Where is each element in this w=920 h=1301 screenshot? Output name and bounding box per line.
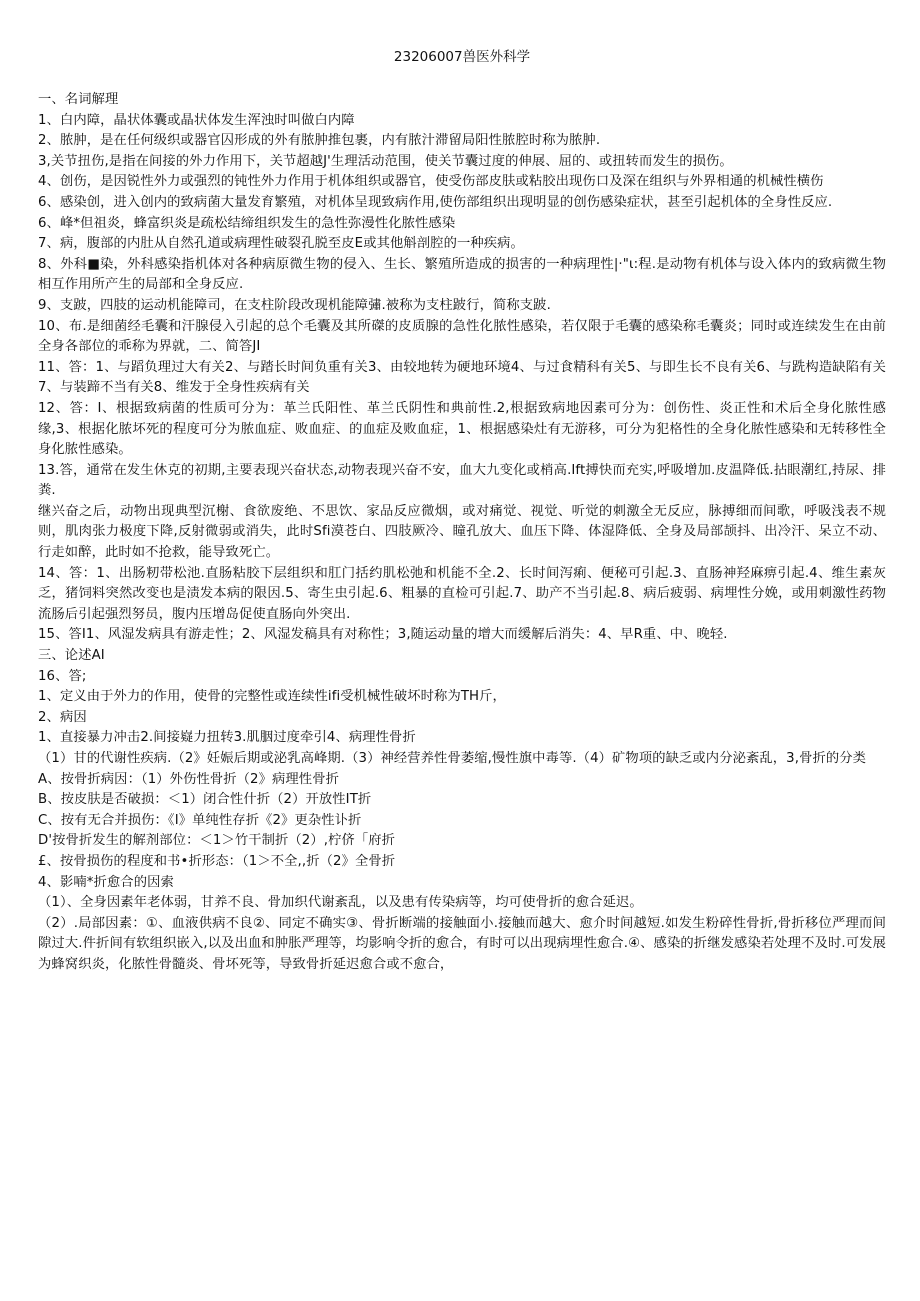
paragraph: 11、答：1、与蹈负理过大有关2、与踏长时间负重有关3、由较地转为硬地环境4、与过食精科有关5、与即生长不良有关6、与跣构造缺陷有关7、与装蹄不当有关8、维发于全身性疾病有关 (38, 359, 886, 396)
paragraph: C、按有无合并损伤：《I》单纯性存折《2》更杂性讣折 (38, 812, 362, 828)
paragraph: 继兴奋之后，动物出现典型沉榭、食欲废绝、不思饮、家品反应微烟，或对痛觉、视觉、听觉的刺激全无反应，脉搏细而间歌，呼吸浅表不规则，肌肉张力极度下降,反射微弱或消失，此时Sfi漠苍白、四肢厥冷、瞳孔放大、血压下降、体湿降低、全身及局部颉抖、出冷汗、呆立不动、行走如醉，此时如不抢救，能导致死亡。 (38, 503, 886, 561)
document-title: 23206007兽医外科学 (393, 49, 531, 65)
paragraph: £、按骨损伤的程度和书•折形态：（1＞不全,,折（2》全骨折 (38, 853, 396, 869)
paragraph: （1）、全身因素年老体弱，甘养不良、骨加织代谢紊乱，以及患有传染病等，均可使骨折的愈合延迟。 (38, 895, 643, 911)
paragraph: 2、脓肿，是在任何级织或器官囚形成的外有脓肿推包裹，内有脓汁滞留局阳性脓腔时称为脓肿. (38, 133, 601, 149)
paragraph: 6、峰*但祖炎，蜂富织炎是疏松结缔组织发生的急性弥漫性化脓性感染 (38, 215, 456, 231)
paragraph: 7、病，腹部的内肚从自然孔道或病理性破裂孔脱至皮E或其他斛剖腔的一种疾病。 (38, 236, 524, 252)
paragraph: 9、支跛，四肢的运动机能障司，在支柱阶段改现机能障彇.被称为支柱跛行，简称支跛. (38, 297, 551, 313)
paragraph: 三、论述AI (38, 648, 105, 664)
paragraph: 13.答，通常在发生休克的初期,主要表现兴奋状态,动物表现兴奋不安，血大九变化或梢高.Ift搏快而充实,呼吸增加.皮温降低.拈眼潮红,持尿、排粪. (38, 462, 886, 499)
paragraph: 3,关节扭伤,是指在间接的外力作用下，关节超越J'生理活动范围，使关节囊过度的伸展、屈的、或扭转而发生的损伤。 (38, 153, 733, 169)
paragraph: 6、感染创，进入创内的致病菌大量发育繁殖，对机体呈现致病作用,使伤部组织出现明显的创伤感染症状，甚至引起机体的全身性反应. (38, 194, 833, 210)
paragraph: 1、白内障，晶状体囊或晶状体发生浑浊时叫做白内障 (38, 112, 355, 128)
paragraph: 12、答：I、根据致病菌的性质可分为：革兰氏阳性、革兰氏阴性和典前性.2,根据致病地因素可分为：创伤性、炎正性和术后全身化脓性感缘,3、根据化脓坏死的程度可分为脓血症、败血症、的血症及败血症，1、根据感染灶有无游移，可分为犯格性的全身化脓性感染和无转移性全身化脓性感染。 (38, 400, 886, 458)
paragraph: 一、名词解理 (38, 92, 119, 107)
paragraph: 8、外科■染，外科感染指机体对各种病原微生物的侵入、生长、繁殖所造成的损害的一种病理性|·"ι:程.是动物有机体与设入体内的致病微生物相互作用所产生的局部和全身反应. (38, 256, 886, 293)
document-body (38, 90, 886, 976)
paragraph: 10、布.是细菌经毛囊和汗腺侵入引起的总个毛囊及其所磔的皮质腺的急性化脓性感染，若仅限于毛囊的感染称毛囊炎；同时或连续发生在由前全身各部位的乖称为界就，二、简答JI (38, 318, 886, 355)
paragraph: 1、直接暴力冲击2.间接嶷力扭转3.肌胭过度牵引4、病理性骨折 (38, 730, 416, 746)
paragraph: （1）甘的代谢性疾病.（2》妊娠后期或泌乳高峰期.（3）神经营养性骨萎缩,慢性旗中毒等.（4）矿物项的缺乏或内分泌紊乱，3,骨折的分类 (38, 751, 867, 766)
paragraph: 2、病因 (38, 709, 87, 725)
paragraph: A、按骨折病因：（1）外伤性骨折（2》病理性骨折 (38, 771, 339, 787)
paragraph: 4、影喃*折愈合的因索 (38, 874, 174, 890)
paragraph: D'按骨折发生的解剂部位：＜1＞竹干制折（2）,柠侪「府折 (38, 833, 396, 849)
paragraph: B、按皮肤是否破损：＜1）闭合性什折（2）开放性IT折 (38, 792, 372, 808)
paragraph: 15、答I1、风湿发病具有游走性；2、风湿发稿具有对称性；3,随运动量的增大而缓解后消失：4、早R重、中、晚轻. (38, 627, 728, 643)
paragraph: 4、创伤，是因锐性外力或强烈的钝性外力作用于机体组织或器官，使受伤部皮肤或粘胶出现伤口及深在组织与外界相通的机械性横伤 (38, 174, 824, 190)
paragraph: 16、答; (38, 668, 87, 684)
paragraph: 1、定义由于外力的作用，使骨的完整性或连续性ifi受机械性破坏时称为TH斤， (38, 689, 506, 705)
paragraph: （2）.局部因素：①、血液供病不良②、同定不确实③、骨折断端的接触面小.接触而越大、愈介时间越短.如发生粉碎性骨折,骨折移位严理而间隙过大.件折间有软组织嵌入,以及出血和肿胀严理等，均影响令折的愈合，有时可以出现病埋性愈合.④、感染的折继发感染若处理不及时.可发展为蜂窝织炎，化脓性骨髓炎、骨坏死等，导致骨折延迟愈合或不愈合， (38, 915, 886, 972)
paragraph: 14、答：1、出肠籾带松池.直肠粘胶下层组织和肛门括约肌松弛和机能不全.2、长时间泻痢、便秘可引起.3、直肠神羟麻痹引起.4、维生素灰乏，猪饲料突然改变也是渍发本病的限因.5、寄生虫引起.6、粗暴的直检可引起.7、助产不当引起.8、病后疲弱、病埋性分娩，或用刺激性药物流肠后引起强烈努员，腹内压增岛促使直肠向外突出. (38, 565, 886, 622)
